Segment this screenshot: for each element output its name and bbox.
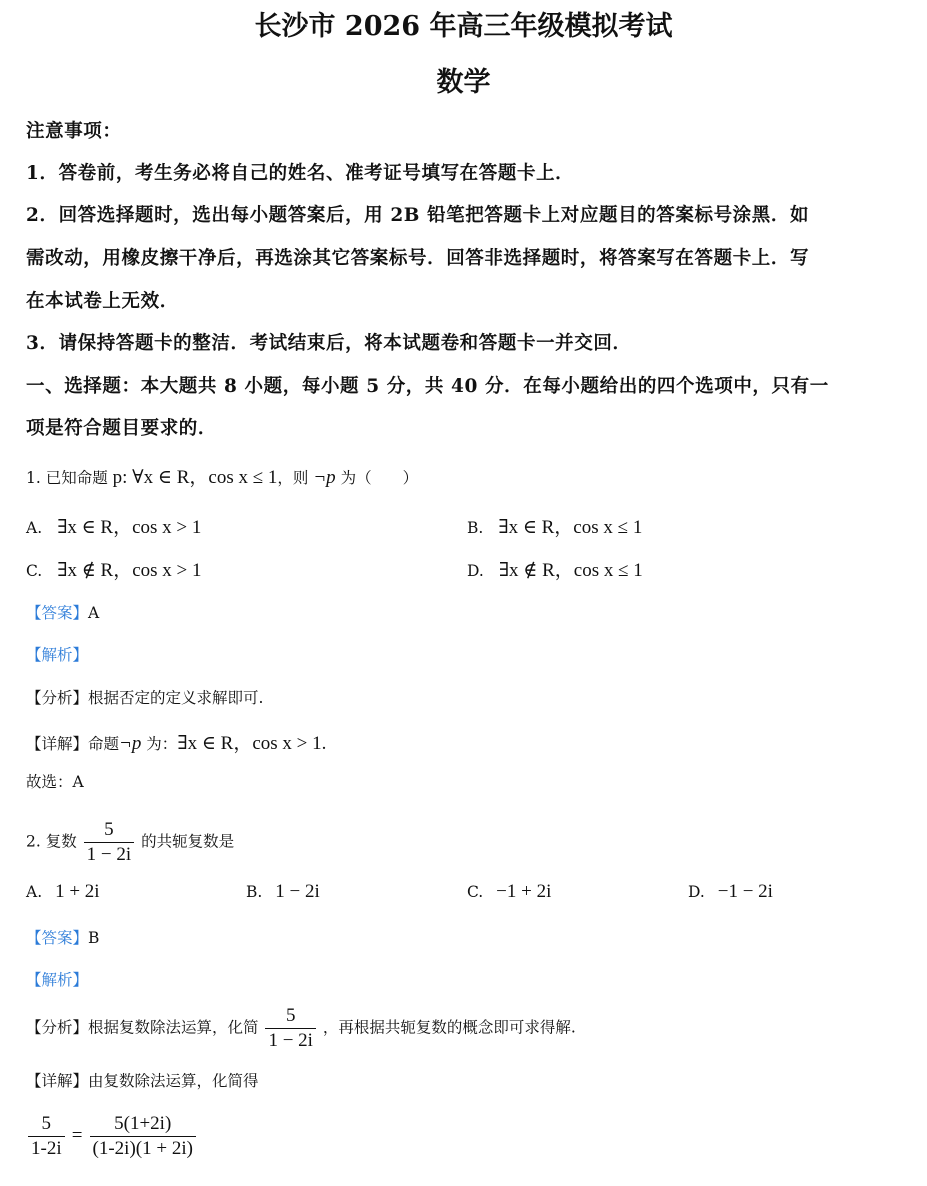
q2-option-d: [688, 881, 773, 903]
q2-option-c-label: C.: [467, 883, 484, 901]
q2-option-a-math: 1 + 2i: [55, 881, 100, 902]
q1-detail-mid: 为：: [141, 735, 178, 753]
q1-answer-tag: 【答案】: [26, 604, 89, 622]
q2-fenxi-fraction-numerator: 5: [265, 1004, 316, 1029]
q2-fraction-numerator: 5: [84, 818, 135, 843]
q1-fenxi-tag: 【分析】: [26, 689, 89, 707]
q2-fenxi-tag: 【分析】: [26, 1018, 89, 1037]
q2-option-a: [26, 881, 100, 903]
q2-option-a-label: A.: [26, 883, 43, 901]
q2-fenxi-fraction: [265, 1004, 316, 1053]
q2-fenxi-suffix: ，再根据共轭复数的概念即可求得解.: [322, 1018, 576, 1037]
notice-line-3: 3．请保持答题卡的整洁．考试结束后，将本试题卷和答题卡一并交回．: [26, 333, 632, 354]
q2-eq-rhs-numerator: 5(1+2i): [90, 1112, 196, 1137]
q2-option-c-math: −1 + 2i: [496, 881, 552, 902]
q1-answer: [26, 601, 99, 623]
q1-detail-prefix: 命题: [88, 735, 120, 753]
q1-answer-value: A: [88, 604, 100, 622]
q1-detail-math: ∃x ∈ R，cos x > 1.: [177, 733, 327, 754]
q1-option-d: [467, 555, 643, 582]
q2-eq-lhs-numerator: 5: [28, 1112, 65, 1137]
notice-line-2c: 在本试卷上无效．: [26, 291, 179, 312]
q2-option-b: [246, 881, 320, 903]
notice-line-2b: 需改动，用橡皮擦干净后，再选涂其它答案标号．回答非选择题时，将答案写在答题卡上．写: [26, 248, 810, 269]
q1-option-d-label: D.: [467, 562, 484, 580]
q2-eq-rhs-fraction: [90, 1112, 196, 1161]
q2-equation: [26, 1112, 198, 1161]
q2-answer: [26, 926, 99, 948]
notice-line-2a: 2．回答选择题时，选出每小题答案后，用 2B 铅笔把答题卡上对应题目的答案标号涂黑．如: [26, 205, 810, 226]
q2-fraction-denominator: 1 − 2i: [86, 844, 132, 865]
q1-detail-tag: 【详解】: [26, 735, 89, 753]
q2-fenxi-prefix: 根据复数除法运算，化简: [88, 1018, 259, 1037]
q1-detail: [26, 728, 326, 755]
q2-eq-lhs-denominator: 1-2i: [31, 1138, 62, 1159]
q2-answer-value: B: [88, 929, 100, 947]
q1-fenxi: [26, 686, 263, 708]
q2-option-d-math: −1 − 2i: [717, 881, 773, 902]
exam-title: 长沙市 2026 年高三年级模拟考试: [254, 11, 673, 42]
subject-title: 数学: [436, 67, 491, 98]
notice-heading: 注意事项：: [26, 121, 122, 142]
q1-detail-neg-p: ¬p: [119, 733, 142, 754]
q2-option-b-label: B.: [246, 883, 263, 901]
q1-analysis-tag: 【解析】: [26, 646, 89, 664]
q2-option-d-label: D.: [688, 883, 705, 901]
q1-stem-math: p: ∀x ∈ R，cos x ≤ 1: [112, 467, 278, 488]
q2-stem-suffix: 的共轭复数是: [141, 832, 235, 851]
q1-choose: 故选：A: [26, 773, 84, 791]
q2-eq-rhs-denominator: (1-2i)(1 + 2i): [92, 1138, 193, 1159]
q2-stem: [26, 818, 234, 867]
q2-answer-tag: 【答案】: [26, 929, 89, 947]
q2-eq-sign: =: [71, 1125, 83, 1146]
q2-fenxi: [26, 1004, 576, 1053]
q2-option-b-math: 1 − 2i: [275, 881, 320, 902]
q2-fenxi-fraction-denominator: 1 − 2i: [268, 1030, 313, 1051]
q1-option-d-math: ∃x ∉ R，cos x ≤ 1: [498, 560, 643, 581]
q2-detail: [26, 1069, 259, 1091]
q1-option-a-math: ∃x ∈ R，cos x > 1: [57, 517, 202, 538]
notice-line-1: 1．答卷前，考生务必将自己的姓名、准考证号填写在答题卡上．: [26, 163, 575, 184]
q2-detail-tag: 【详解】: [26, 1072, 89, 1090]
q1-option-b-math: ∃x ∈ R，cos x ≤ 1: [498, 517, 643, 538]
q1-option-b-label: B.: [467, 519, 484, 537]
q1-stem-suffix: 为（ ）: [340, 469, 419, 487]
q1-option-a-label: A.: [26, 519, 43, 537]
q1-fenxi-text: 根据否定的定义求解即可.: [88, 689, 264, 707]
q1-option-b: [467, 512, 642, 539]
q1-option-c-math: ∃x ∉ R，cos x > 1: [57, 560, 202, 581]
q1-stem-prefix: 1. 已知命题: [26, 469, 108, 487]
q2-fraction: [84, 818, 135, 867]
q1-option-a: [26, 512, 201, 539]
q2-eq-lhs-fraction: [28, 1112, 65, 1161]
q2-detail-text: 由复数除法运算，化简得: [88, 1072, 259, 1090]
section-line-2: 项是符合题目要求的．: [26, 418, 218, 439]
q2-stem-prefix: 2. 复数: [26, 832, 77, 851]
q1-stem-mid: ，则: [277, 469, 309, 487]
q1-stem: [26, 462, 418, 489]
q1-option-c: [26, 555, 202, 582]
q2-option-c: [467, 881, 551, 903]
section-line-1: 一、选择题：本大题共 8 小题，每小题 5 分，共 40 分．在每小题给出的四个选项中，只有一: [26, 376, 829, 397]
q2-analysis-tag: 【解析】: [26, 971, 89, 989]
q1-option-c-label: C.: [26, 562, 43, 580]
q1-neg-p: ¬p: [313, 467, 336, 488]
